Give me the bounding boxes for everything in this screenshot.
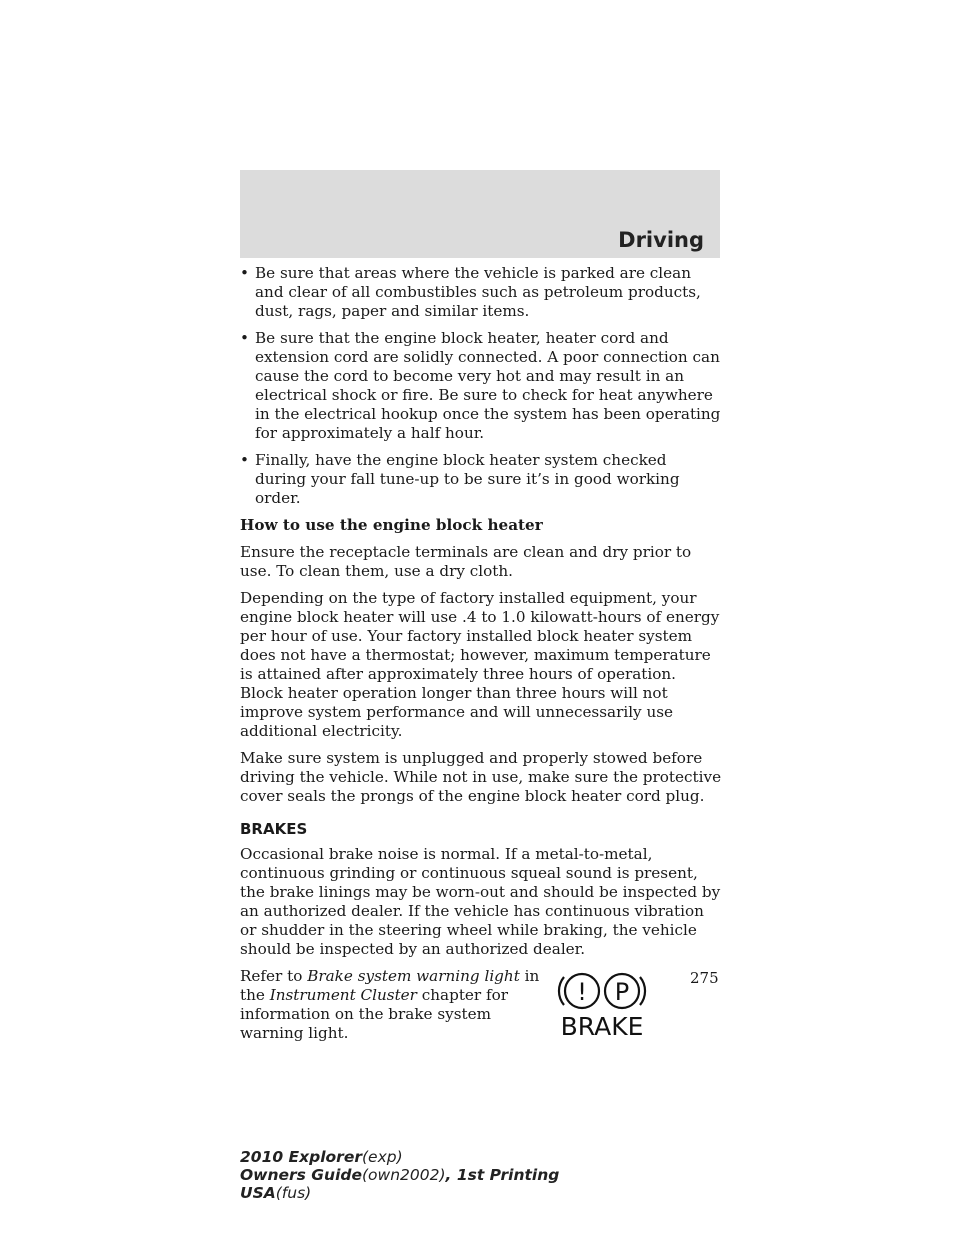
footer-market-code: (fus) xyxy=(275,1184,312,1202)
footer-line-2 xyxy=(240,1166,559,1184)
refer-suffix: chapter for information on the brake system warning light. xyxy=(240,986,509,1042)
paragraph: Make sure system is unplugged and properly stowed before driving the vehicle. While not in use, make sure the protective cover seals the prongs of the engine block heater cord plug. xyxy=(240,749,722,805)
refer-middle: in the xyxy=(240,967,540,1004)
refer-link-instrument-cluster: Instrument Cluster xyxy=(269,986,417,1004)
bullet-text: Finally, have the engine block heater system checked during your fall tune-up to be sure it’s in good working order. xyxy=(255,451,680,507)
paragraph: Ensure the receptacle terminals are clean and dry prior to use. To clean them, use a dry cloth. xyxy=(240,543,692,580)
section-title: Driving xyxy=(618,228,704,252)
footer-print-info xyxy=(240,1148,559,1202)
refer-block xyxy=(240,967,722,1043)
subheading: How to use the engine block heater xyxy=(240,516,543,534)
bullet-item xyxy=(240,264,722,321)
footer-model: 2010 Explorer xyxy=(240,1148,362,1166)
brake-icon-exclamation: ! xyxy=(577,978,587,1006)
bullet-text: Be sure that areas where the vehicle is parked are clean and clear of all combustibles such as petroleum products, dust, rags, paper and similar items. xyxy=(255,264,701,320)
brakes-heading: BRAKES xyxy=(240,820,308,838)
brake-icon-label: BRAKE xyxy=(560,1012,644,1041)
page-content xyxy=(240,264,722,1043)
refer-prefix: Refer to xyxy=(240,967,308,985)
refer-link-brake-light: Brake system warning light xyxy=(307,967,520,985)
brake-warning-icon xyxy=(556,969,648,1041)
bullet-item xyxy=(240,451,722,508)
footer-line-3 xyxy=(240,1184,559,1202)
footer-printing: , 1st Printing xyxy=(445,1166,560,1184)
bullet-dot: • xyxy=(240,451,249,469)
brakes-paragraph: Occasional brake noise is normal. If a metal-to-metal, continuous grinding or continuous squeal sound is present, the brake linings may be worn-out and should be inspected by an authorized dealer. If the vehicle has continuous vibration or shudder in the steering wheel while braking, the vehicle should be inspected by an authorized dealer. xyxy=(240,845,721,958)
bullet-text: Be sure that the engine block heater, heater cord and extension cord are solidly connected. A poor connection can cause the cord to become very hot and may result in an electrical shock or fire. Be sure to check for heat anywhere in the electrical hookup once the system has been operating for approximately a half hour. xyxy=(255,329,721,442)
footer-line-1 xyxy=(240,1148,559,1166)
footer-model-code: (exp) xyxy=(361,1148,403,1166)
section-header-band xyxy=(240,170,720,258)
footer-market: USA xyxy=(240,1184,276,1202)
footer-guide: Owners Guide xyxy=(240,1166,362,1184)
paragraph: Depending on the type of factory installed equipment, your engine block heater will use .4 to 1.0 kilowatt-hours of energy per hour of use. Your factory installed block heater system does not have a thermostat; however, maximum temperature is attained after approximately three hours of operation. Block heater operation longer than three hours will not improve system performance and will unnecessarily use additional electricity. xyxy=(240,589,720,740)
bullet-item xyxy=(240,329,722,443)
bullet-dot: • xyxy=(240,264,249,282)
refer-text xyxy=(240,967,540,1043)
footer-guide-code: (own2002) xyxy=(362,1166,446,1184)
bullet-dot: • xyxy=(240,329,249,347)
page-number: 275 xyxy=(690,969,719,987)
brake-icon-p: P xyxy=(614,978,630,1006)
